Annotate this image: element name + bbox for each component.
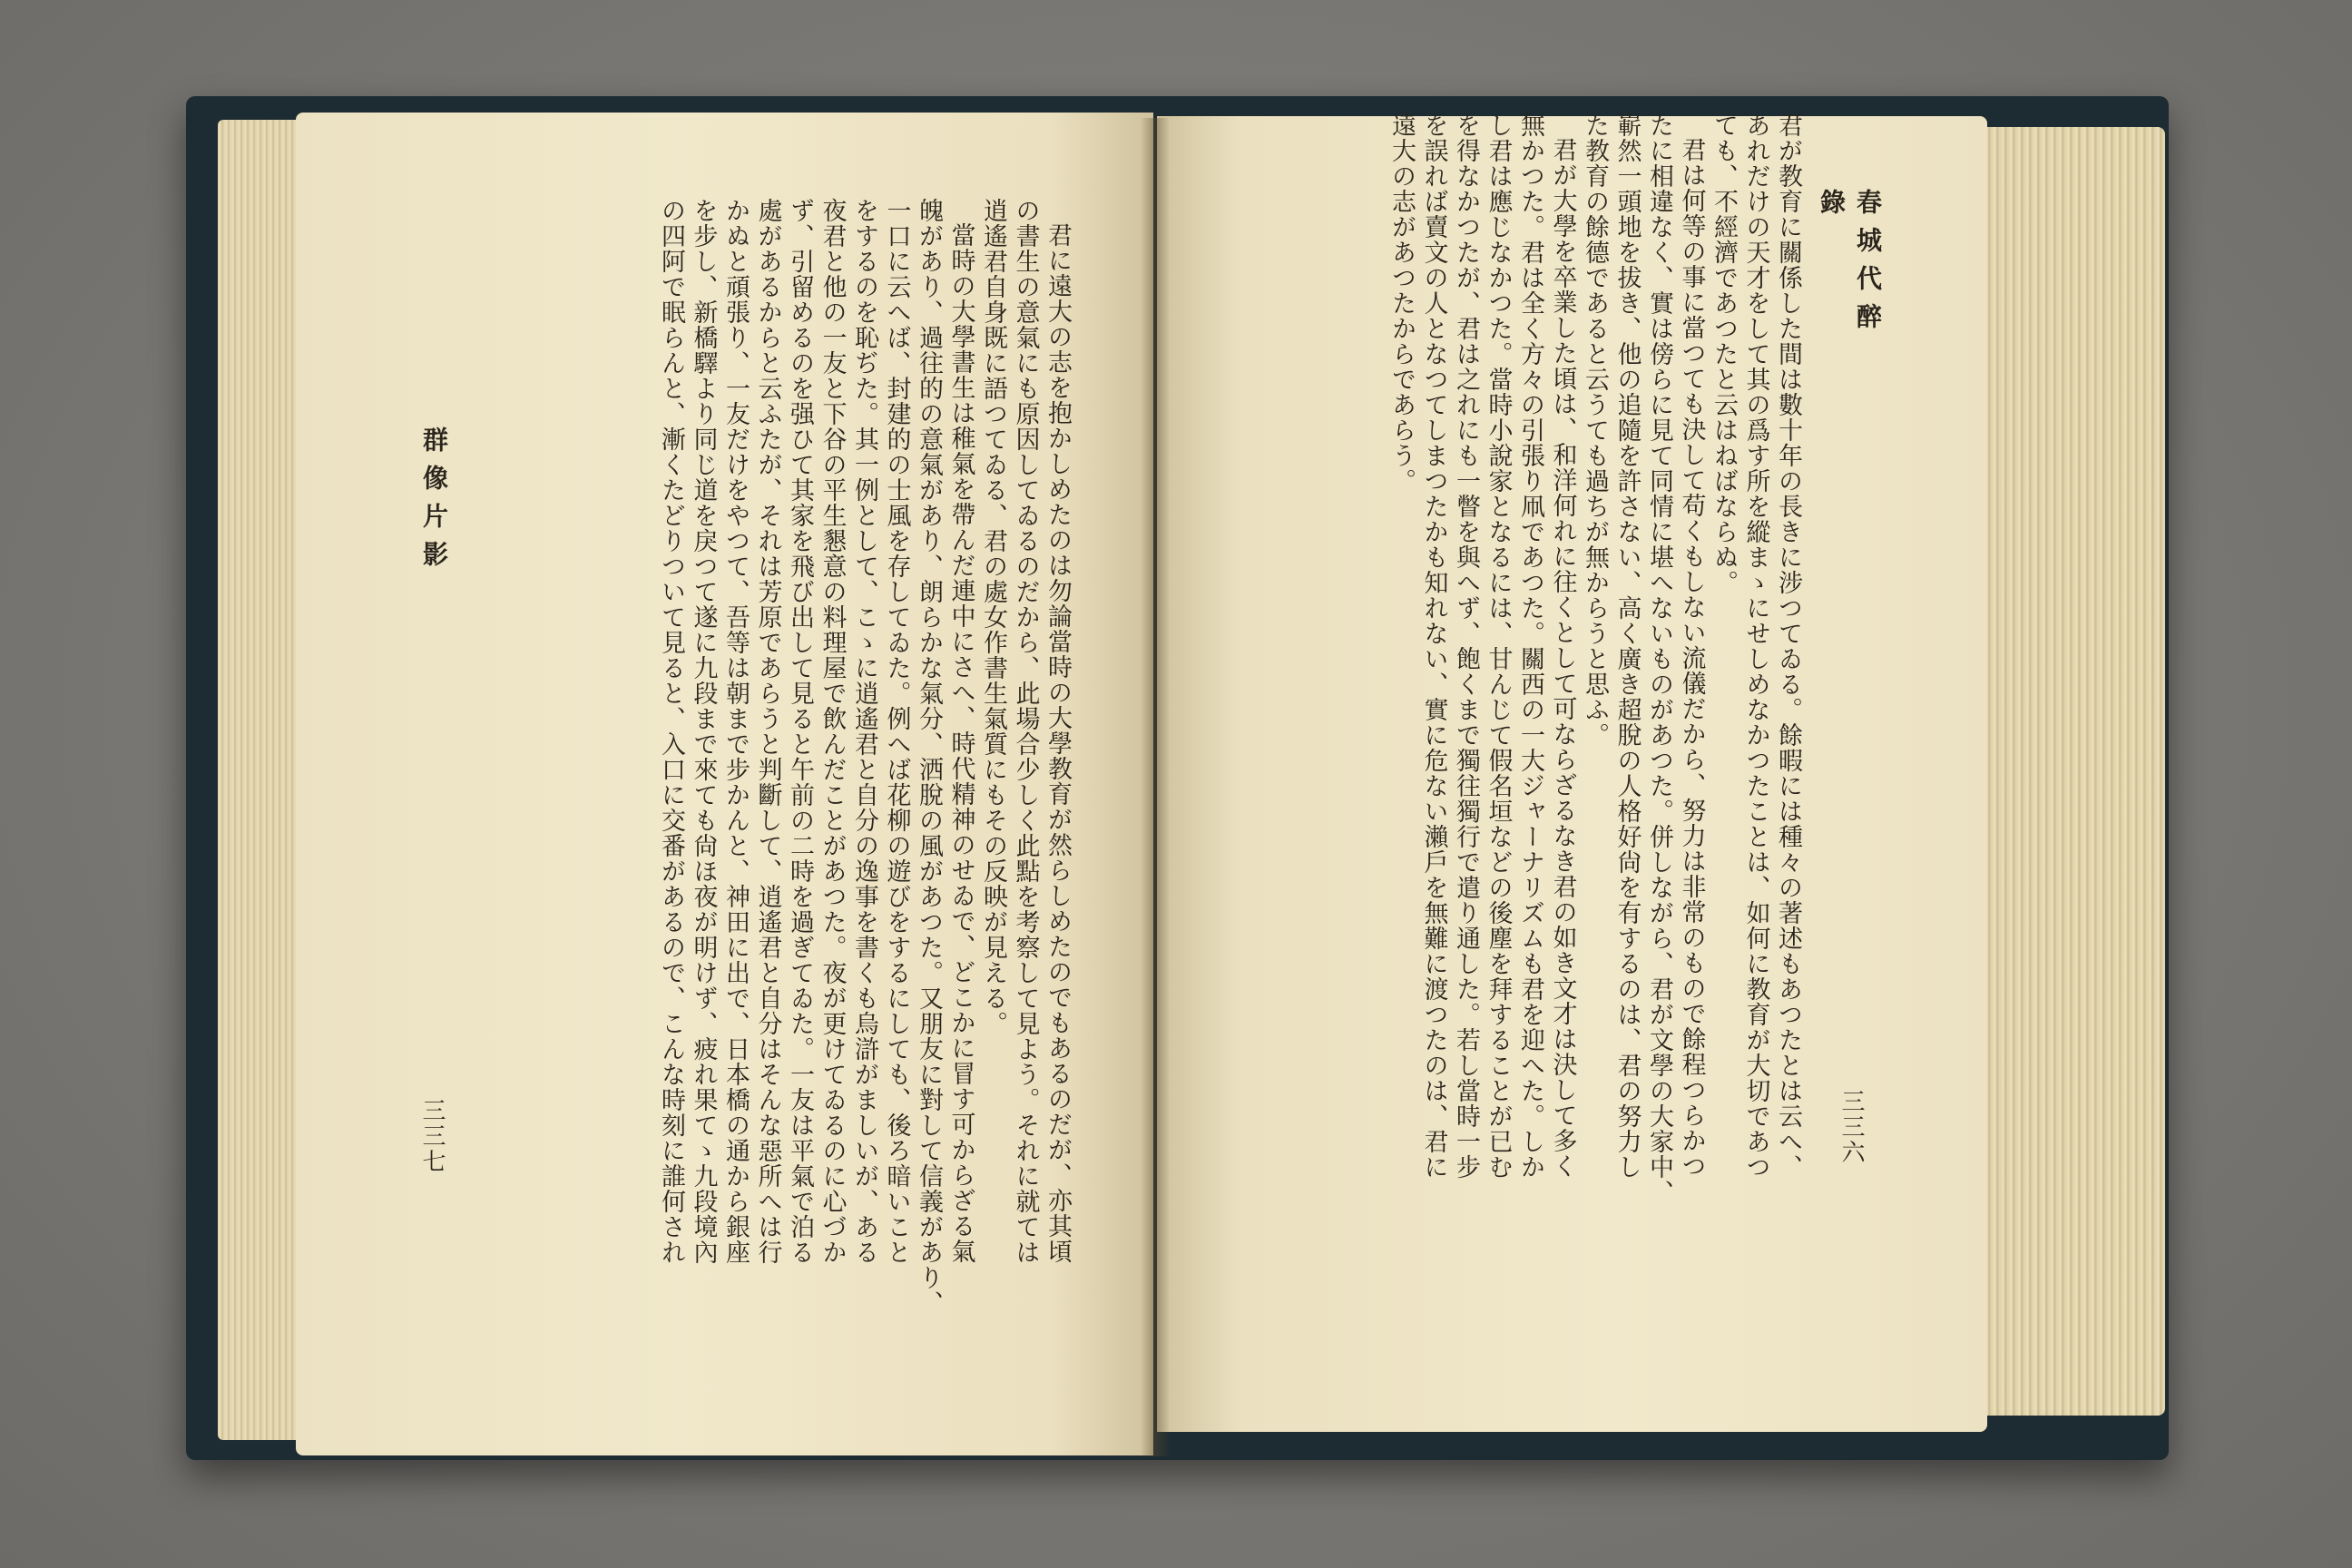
- text-line: 君に遠大の志を抱かしめたのは勿論當時の大學教育が然らしめたのでもあるのだが、亦其頃: [1044, 222, 1072, 1264]
- text-line: た教育の餘德であると云うても過ちが無からうと思ふ。: [1581, 113, 1609, 748]
- text-line: たに相違なく、實は傍らに見て同情に堪へないものがあつた。併しながら、君が文學の大家中、: [1645, 113, 1673, 1205]
- text-line: 處があるからと云ふたが、それは芳原であらうと判斷して、逍遙君と自分はそんな惡所へは行: [753, 198, 782, 1265]
- left-page-text: [413, 198, 1073, 1316]
- text-line: 夜君と他の一友と下谷の平生懇意の料理屋で飲んだことがあつた。夜が更けてゐるのに心づか: [818, 198, 847, 1265]
- running-header-title: 春城代醉錄: [1817, 189, 1883, 341]
- text-line: し君は應じなかつた。當時小說家となるには、甘んじて假名垣などの後塵を拜することが已む: [1484, 113, 1513, 1180]
- text-line: 君が大學を卒業した頃は、和洋何れに往くとして可ならざるなき君の如き文才は決して多く: [1548, 137, 1577, 1179]
- text-line: 魄があり、過往的の意氣があり、朗らかな氣分、洒脫の風があつた。又朋友に對して信義があり、: [915, 198, 943, 1316]
- page-number-left: 三三七: [418, 1098, 446, 1174]
- text-line: の四阿で眠らんと、漸くたどりついて見ると、入口に交番があるので、こんな時刻に誰何され: [657, 198, 685, 1265]
- text-line: 遠大の志があつたからであらう。: [1387, 113, 1416, 494]
- text-line: 無かつた。君は全く方々の引張り凧であつた。關西の一大ジャーナリズムも君を迎へた。しか: [1516, 113, 1544, 1180]
- text-line: かぬと頑張り、一友だけをやつて、吾等は朝まで步かんと、神田に出で、日本橋の通から銀座: [721, 198, 750, 1265]
- right-page-text: [1198, 113, 1804, 1205]
- text-line: 一口に云へば、封建的の士風を存してゐた。例へば花柳の遊びをするにしても、後ろ暗いこと: [882, 198, 911, 1265]
- text-line: を步し、新橋驛より同じ道を戾つて遂に九段まで來ても尙ほ夜が明けず、疲れ果てゝ九段境內: [689, 198, 718, 1265]
- page-number-right: 三三六: [1838, 1089, 1865, 1165]
- book-gutter: [1142, 118, 1169, 1456]
- text-line: あれだけの天才をして其の爲す所を縱まゝにせしめなかつたことは、如何に教育が大切であつ: [1741, 113, 1770, 1180]
- text-line: 君は何等の事に當つても決して苟くもしない流儀だから、努力は非常のもので餘程つらかつ: [1677, 137, 1706, 1179]
- text-line: を得なかつたが、君は之れにも一瞥を與へず、飽くまで獨往獨行で遣り通した。若し當時一步: [1452, 113, 1480, 1180]
- text-line: 逍遙君自身既に語つてゐる、君の處女作書生氣質にもその反映が見える。: [979, 198, 1007, 1036]
- text-line: ても、不經濟であつたと云はねばならぬ。: [1710, 113, 1738, 595]
- text-line: をするのを恥ぢた。其一例として、こゝに逍遙君と自分の逸事を書くも烏滸がましいが、ある: [850, 198, 878, 1265]
- text-line: ず、引留めるのを强ひて其家を飛び出して見ると午前の二時を過ぎてゐた。一友は平氣で泊る: [786, 198, 814, 1265]
- text-line: の書生の意氣にも原因してゐるのだから、此場合少しく此點を考察して見よう。それに就ては: [1011, 198, 1040, 1265]
- text-line: 君が教育に關係した間は數十年の長きに涉つてゐる。餘暇には種々の著述もあつたとは云へ、: [1774, 113, 1802, 1180]
- page-edges-right: [1984, 127, 2165, 1416]
- page-edges-left: [218, 120, 299, 1440]
- running-footer-title: 群像片影: [419, 426, 449, 579]
- text-line: 嶄然一頭地を拔き、他の追隨を許さない、高く廣き超脫の人格好尙を有するのは、君の努力し: [1612, 113, 1642, 1180]
- text-line: 當時の大學書生は稚氣を帶んだ連中にさへ、時代精神のせゐで、どこかに冒す可からざる氣: [946, 222, 975, 1264]
- text-line: を誤れば賣文の人となつてしまつたかも知れない、實に危ない瀨戶を無難に渡つたのは、君に: [1419, 113, 1448, 1180]
